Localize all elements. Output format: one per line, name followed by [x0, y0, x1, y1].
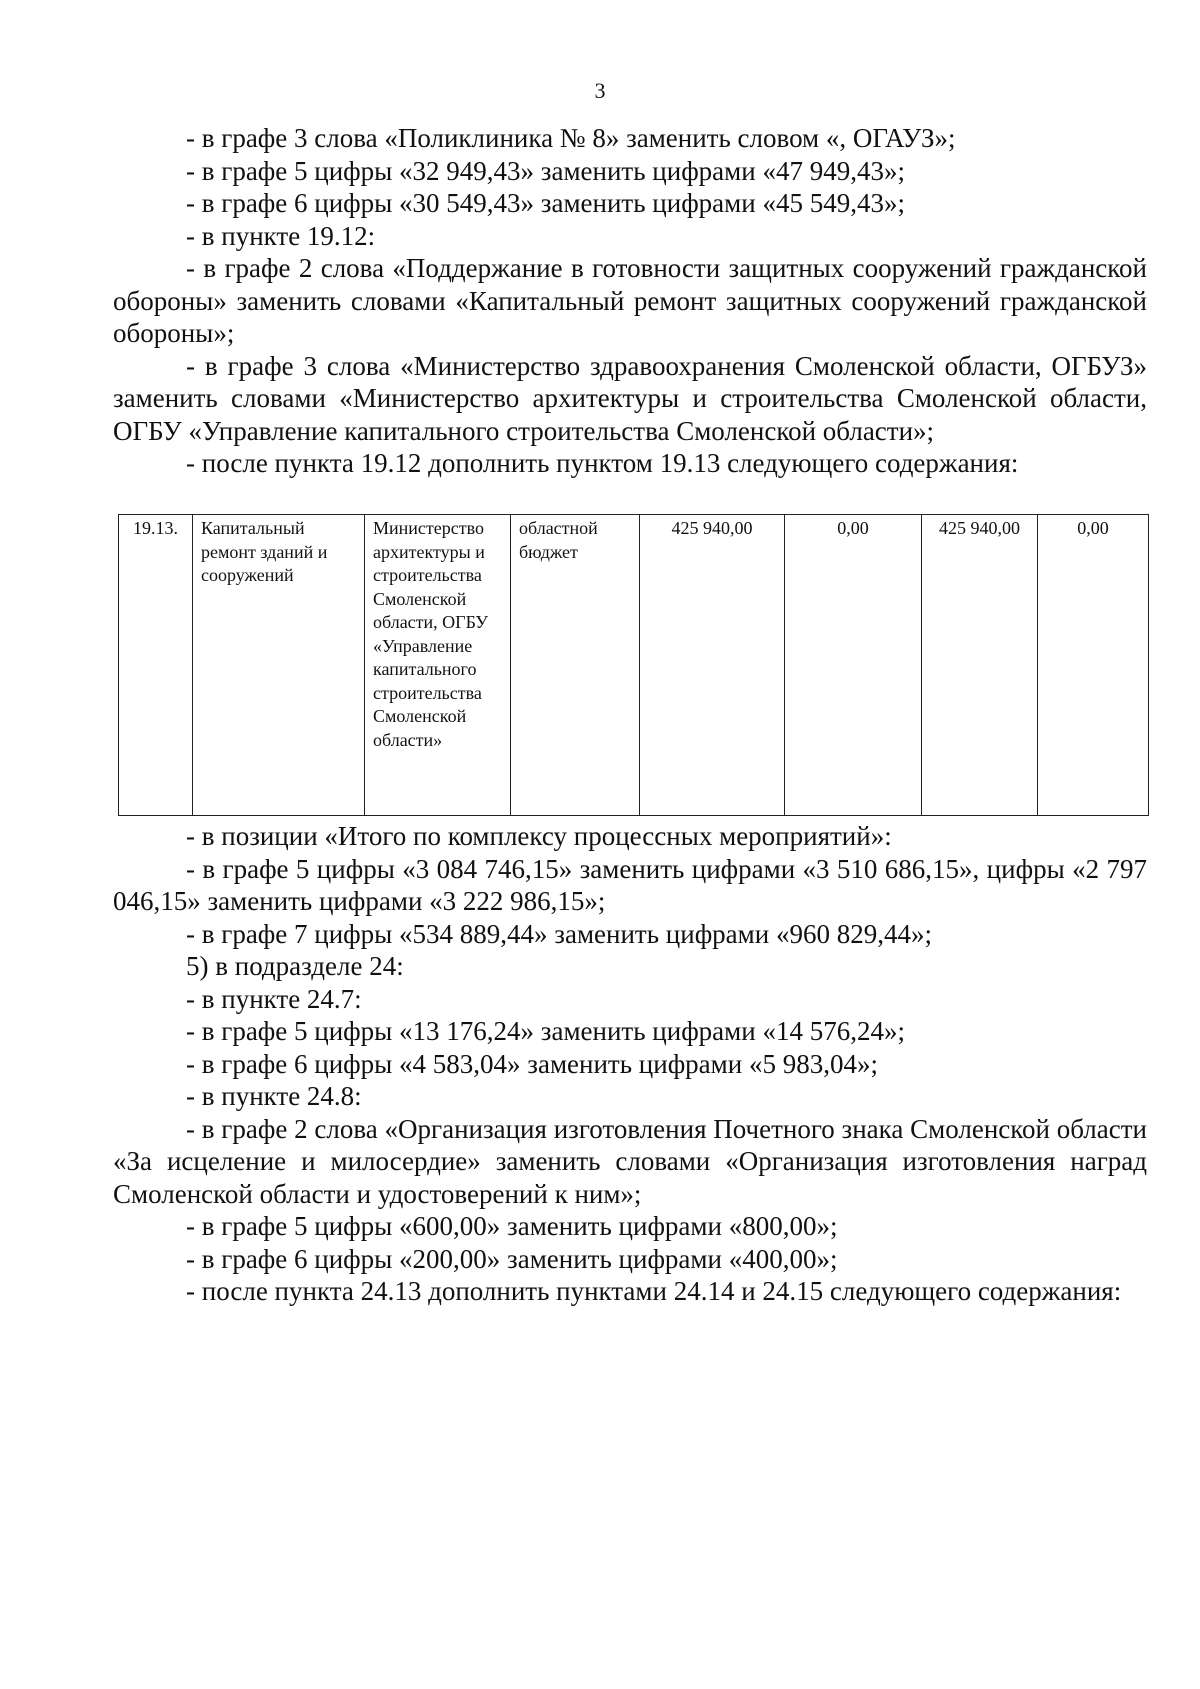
paragraph: - в графе 3 слова «Министерство здравоохранения Смоленской области, ОГБУЗ» заменить словами «Министерство архитектуры и строительства Смоленской области, ОГБУ «Управление капитального строительства Смоленской области»; [113, 350, 1147, 446]
paragraph: - в графе 6 цифры «200,00» заменить цифрами «400,00»; [186, 1243, 838, 1274]
paragraph: - в пункте 24.7: [186, 983, 362, 1014]
paragraph: - в графе 5 цифры «600,00» заменить цифрами «800,00»; [186, 1211, 838, 1241]
cell-number: 19.13. [119, 515, 193, 816]
text-block-bottom [113, 820, 1147, 1308]
paragraph: - в пункте 19.12: [186, 220, 376, 251]
cell-funding-source: областной бюджет [511, 515, 640, 816]
paragraph: - в графе 3 слова «Поликлиника № 8» заменить словом «, ОГАУЗ»; [186, 123, 956, 153]
cell-name: Капитальный ремонт зданий и сооружений [193, 515, 365, 816]
paragraph: - после пункта 24.13 дополнить пунктами 24.14 и 24.15 следующего содержания: [186, 1276, 1122, 1306]
paragraph: 5) в подразделе 24: [186, 951, 404, 981]
paragraph: - в графе 6 цифры «30 549,43» заменить цифрами «45 549,43»; [186, 188, 905, 218]
cell-col6: 0,00 [785, 515, 922, 816]
table-row [119, 515, 1149, 816]
inserted-item-table [118, 514, 1149, 816]
cell-col7: 425 940,00 [922, 515, 1038, 816]
paragraph: - в графе 5 цифры «3 084 746,15» заменить цифрами «3 510 686,15», цифры «2 797 046,15» заменить цифрами «3 222 986,15»; [113, 853, 1147, 916]
paragraph: - в графе 7 цифры «534 889,44» заменить цифрами «960 829,44»; [186, 918, 932, 949]
page-number: 3 [594, 78, 606, 103]
cell-total: 425 940,00 [640, 515, 785, 816]
cell-col8: 0,00 [1038, 515, 1149, 816]
paragraph: - в графе 2 слова «Поддержание в готовности защитных сооружений гражданской обороны» заменить словами «Капитальный ремонт защитных сооружений гражданской обороны»; [113, 253, 1147, 348]
paragraph: - в графе 5 цифры «32 949,43» заменить цифрами «47 949,43»; [186, 155, 905, 186]
paragraph: - после пункта 19.12 дополнить пунктом 19.13 следующего содержания: [186, 448, 1019, 478]
paragraph: - в графе 6 цифры «4 583,04» заменить цифрами «5 983,04»; [186, 1048, 878, 1079]
paragraph: - в пункте 24.8: [186, 1081, 362, 1111]
paragraph: - в графе 2 слова «Организация изготовления Почетного знака Смоленской области «За исцеление и милосердие» заменить словами «Организация изготовления наград Смоленской области и удостоверений к ним»; [113, 1113, 1147, 1209]
cell-executor: Министерство архитектуры и строительства Смоленской области, ОГБУ «Управление капитального строительства Смоленской области» [365, 515, 511, 816]
paragraph: - в позиции «Итого по комплексу процессных мероприятий»: [186, 821, 892, 851]
paragraph: - в графе 5 цифры «13 176,24» заменить цифрами «14 576,24»; [186, 1016, 905, 1046]
text-block-top [113, 122, 1147, 480]
